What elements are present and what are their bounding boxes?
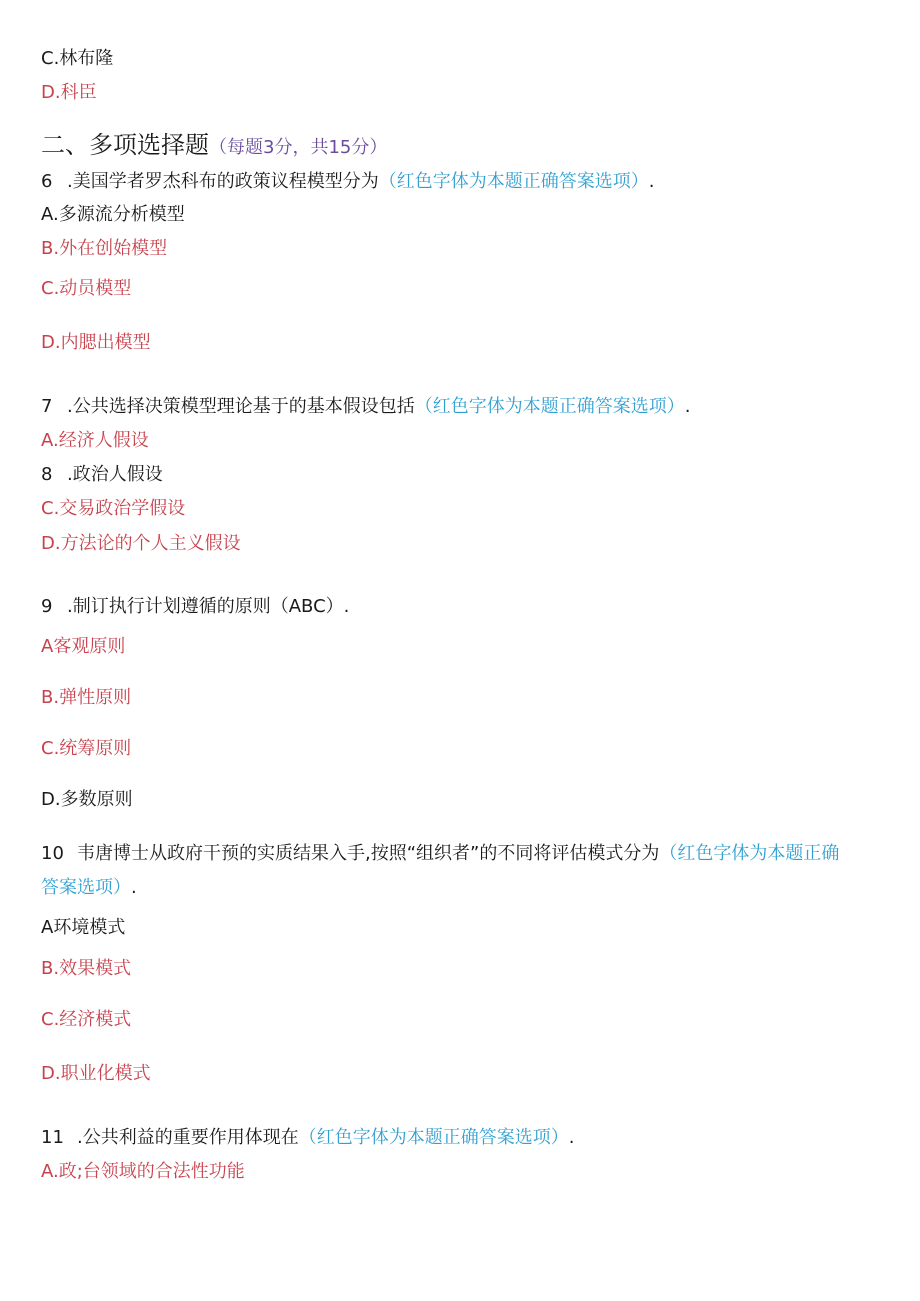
section-title <box>41 130 387 163</box>
q10-option-c: C.经济模式 <box>41 1009 132 1030</box>
question-number: 10 <box>41 843 64 864</box>
q9-option-a: A客观原则 <box>41 636 126 657</box>
question-end: . <box>131 877 137 898</box>
q6-option-a: A.多源流分析模型 <box>41 204 185 225</box>
q7-option-d: D.方法论的个人主义假设 <box>41 533 241 554</box>
answer-hint: （红色字体为本题正确答案选项） <box>378 171 649 192</box>
question-6 <box>41 170 654 194</box>
question-number: 9 <box>41 596 53 617</box>
q7-option-b <box>41 463 163 487</box>
option-d-prev: D.科臣 <box>41 82 97 103</box>
q9-option-c: C.统筹原则 <box>41 738 132 759</box>
question-number: 6 <box>41 171 53 192</box>
option-c-prev: C.林布隆 <box>41 48 114 69</box>
q7-option-a: A.经济人假设 <box>41 430 149 451</box>
q9-option-d: D.多数原则 <box>41 789 133 810</box>
option-number: 8 <box>41 464 53 485</box>
question-9 <box>41 595 349 619</box>
section-title-text: 二、多项选择题 <box>41 131 209 159</box>
question-10-cont <box>41 876 137 900</box>
answer-hint: （红色字体为本题正确答案选项） <box>298 1127 569 1148</box>
question-number: 11 <box>41 1127 64 1148</box>
question-11 <box>41 1126 574 1150</box>
question-text: .公共选择决策模型理论基于的基本假设包括 <box>67 396 415 417</box>
question-text: 韦唐博士从政府干预的实质结果入手,按照“组织者”的不同将评估模式分为 <box>77 843 660 864</box>
question-text: .美国学者罗杰科布的政策议程模型分为 <box>67 171 379 192</box>
question-end: . <box>648 171 655 192</box>
question-text: .制订执行计划遵循的原则（ABC）. <box>67 596 350 617</box>
question-text: .公共利益的重要作用体现在 <box>77 1127 299 1148</box>
option-text: .政治人假设 <box>67 464 163 485</box>
question-end: . <box>568 1127 575 1148</box>
question-10 <box>41 842 839 866</box>
q10-option-a: A环境模式 <box>41 917 126 938</box>
answer-hint: （红色字体为本题正确 <box>659 843 840 864</box>
answer-hint: （红色字体为本题正确答案选项） <box>414 396 685 417</box>
q10-option-d: D.职业化模式 <box>41 1063 151 1084</box>
q11-option-a: A.政;台领域的合法性功能 <box>41 1161 245 1182</box>
answer-hint-cont: 答案选项） <box>41 877 131 898</box>
q6-option-d: D.内腮出模型 <box>41 332 151 353</box>
question-7 <box>41 395 690 419</box>
q7-option-c: C.交易政治学假设 <box>41 498 186 519</box>
q9-option-b: B.弹性原则 <box>41 687 132 708</box>
section-note: （每题3分，共15分） <box>209 137 388 158</box>
q6-option-b: B.外在创始模型 <box>41 238 168 259</box>
q10-option-b: B.效果模式 <box>41 958 132 979</box>
question-number: 7 <box>41 396 53 417</box>
q6-option-c: C.动员模型 <box>41 278 132 299</box>
question-end: . <box>684 396 691 417</box>
